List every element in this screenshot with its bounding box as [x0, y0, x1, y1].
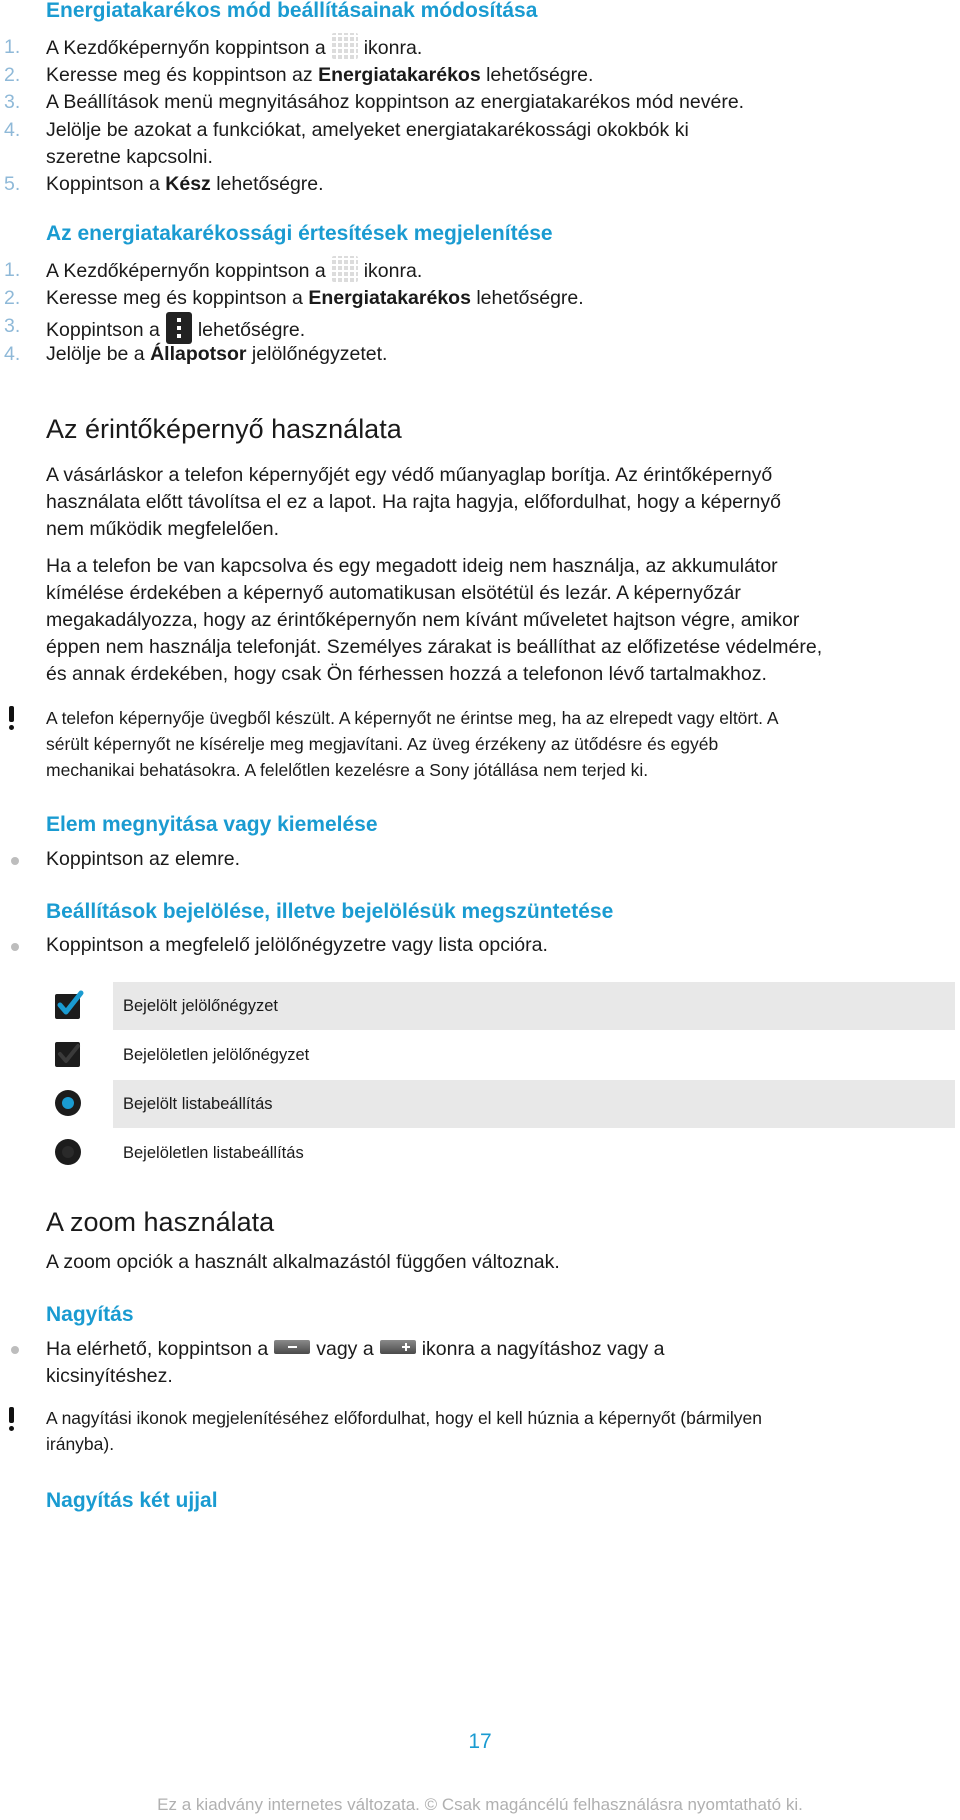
table-row — [113, 982, 955, 1030]
paragraph-protective-film: A vásárláskor a telefon képernyőjét egy védő műanyaglap borítja. Az érintőképernyő használata előtt távolítsa el ez a lapot. Ha rajta hagyja, előfordulhat, hogy a képernyő nem működik megfelelően. — [46, 464, 781, 540]
paragraph-zoom-intro: A zoom opciók a használt alkalmazástól függően változnak. — [46, 1251, 560, 1273]
step-number: 1. — [4, 259, 21, 281]
step-number: 2. — [4, 287, 21, 309]
section-heading-two-finger-zoom: Nagyítás két ujjal — [46, 1489, 218, 1512]
bullet-icon — [11, 1346, 19, 1354]
step-text: Keresse meg és koppintson az Energiatakarékos lehetőségre. — [46, 64, 594, 86]
step-number: 3. — [4, 315, 21, 337]
warning-icon — [8, 706, 16, 730]
table-row-label: Bejelöletlen jelölőnégyzet — [123, 1046, 310, 1064]
section-heading-checkboxes: Beállítások bejelölése, illetve bejelölésük megszüntetése — [46, 900, 614, 923]
section-title-touchscreen: Az érintőképernyő használata — [46, 414, 402, 444]
table-row-label: Bejelöletlen listabeállítás — [123, 1144, 304, 1162]
step-number: 3. — [4, 91, 21, 113]
app-grid-icon — [332, 256, 358, 282]
paragraph-screen-lock: Ha a telefon be van kapcsolva és egy megadott ideig nem használja, az akkumulátor kímélése érdekében a képernyő automatikusan elsötétül és lezár. A képernyőzár megakadályozza, hogy az érintőképernyőn nem kívánt műveletet hajtson végre, amikor éppen nem használja telefonját. Személyes zárakat is beállíthat az előfizetése védelmére, és annak érdekében, hogy csak Ön férhessen hozzá a telefonon lévő tartalmakhoz. — [46, 555, 823, 685]
step-text: Keresse meg és koppintson a Energiatakarékos lehetőségre. — [46, 287, 584, 309]
step-number: 5. — [4, 173, 21, 195]
section-heading-power-saving-settings: Energiatakarékos mód beállításainak módosítása — [46, 0, 538, 22]
bullet-text: Koppintson az elemre. — [46, 848, 241, 870]
table-row — [113, 1129, 955, 1177]
bullet-text-zoom: Ha elérhető, koppintson a vagy a ikonra a nagyításhoz vagy a kicsinyítéshez. — [46, 1338, 665, 1387]
warning-note-glass: A telefon képernyője üvegből készült. A képernyőt ne érintse meg, ha az elrepedt vagy eltört. A sérült képernyőt ne kísérelje meg megjavítani. Az üveg érzékeny az ütődésre és egyéb mechanikai behatásokra. A felelőtlen kezelésre a Sony jótállása nem terjed ki. — [46, 708, 779, 780]
step-number: 4. — [4, 343, 21, 365]
zoom-out-icon — [274, 1340, 310, 1354]
step-text: A Kezdőképernyőn koppintson a ikonra. — [46, 33, 422, 62]
step-text: Jelölje be a Állapotsor jelölőnégyzetet. — [46, 343, 388, 365]
section-heading-zoom-in: Nagyítás — [46, 1303, 134, 1326]
section-heading-power-saving-notifications: Az energiatakarékossági értesítések megjelenítése — [46, 222, 553, 245]
section-heading-open-item: Elem megnyitása vagy kiemelése — [46, 813, 378, 836]
step-number: 1. — [4, 36, 21, 58]
app-grid-icon — [332, 33, 358, 59]
step-text: Jelölje be azokat a funkciókat, amelyeket energiatakarékossági okokbók ki — [46, 119, 689, 141]
zoom-in-icon — [380, 1340, 416, 1354]
warning-icon — [8, 1407, 16, 1431]
selected-radio-icon — [54, 1088, 84, 1118]
table-row-label: Bejelölt listabeállítás — [123, 1095, 273, 1113]
step-text: A Kezdőképernyőn koppintson a ikonra. — [46, 256, 422, 285]
step-number: 2. — [4, 64, 21, 86]
step-text: Koppintson a Kész lehetőségre. — [46, 173, 324, 195]
step-text: Koppintson a lehetőségre. — [46, 312, 305, 344]
step-text: A Beállítások menü megnyitásához koppintson az energiatakarékos mód nevére. — [46, 91, 745, 113]
page-number: 17 — [468, 1730, 492, 1753]
step-text: szeretne kapcsolni. — [46, 146, 213, 168]
bullet-text: Koppintson a megfelelő jelölőnégyzetre vagy lista opcióra. — [46, 934, 548, 956]
bullet-icon — [11, 943, 19, 951]
table-row — [113, 1080, 955, 1128]
bullet-icon — [11, 857, 19, 865]
step-number: 4. — [4, 119, 21, 141]
unselected-radio-icon — [54, 1137, 84, 1167]
section-title-zoom: A zoom használata — [46, 1207, 275, 1237]
checked-checkbox-icon — [54, 990, 84, 1020]
warning-note-zoom: A nagyítási ikonok megjelenítéséhez előfordulhat, hogy el kell húznia a képernyőt (bármilyen irányba). — [46, 1408, 762, 1454]
table-row — [113, 1031, 955, 1079]
footer-note: Ez a kiadvány internetes változata. © Csak magáncélú felhasználásra nyomtatható ki. — [157, 1795, 803, 1814]
unchecked-checkbox-icon — [54, 1039, 84, 1069]
table-row-label: Bejelölt jelölőnégyzet — [123, 997, 279, 1015]
